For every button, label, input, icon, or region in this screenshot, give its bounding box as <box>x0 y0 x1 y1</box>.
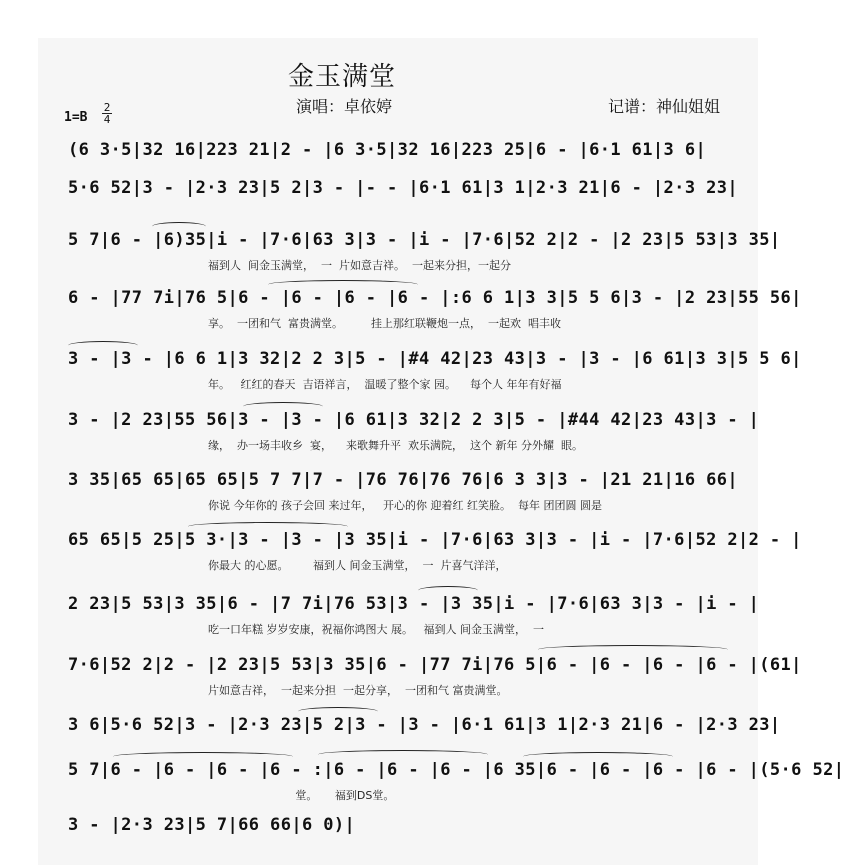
key-signature <box>64 110 87 125</box>
key-label: 1=B <box>64 110 88 125</box>
lyrics-line: 堂。 福到DS堂。 <box>208 789 395 802</box>
lyrics-line: 缘， 办一场丰收乡 宴， 来歌舞升平 欢乐满院， 这个 新年 分外耀 眼。 <box>208 439 583 452</box>
song-title: 金玉满堂 <box>288 62 397 92</box>
notation-line: 3 - |2·3 23|5 7|66 66|6 0)| <box>68 815 356 835</box>
slur-mark <box>538 645 728 654</box>
lyrics-line: 年。 红红的春天 吉语祥言， 温暖了整个家 园。 每个人 年年有好福 <box>208 378 562 391</box>
sheet-page <box>38 38 844 865</box>
lyrics-line: 片如意吉祥， 一起来分担 一起分享， 一团和气 富贵满堂。 <box>208 684 508 697</box>
slur-mark <box>318 750 488 759</box>
lyrics-line: 你最大 的心愿。 福到人 间金玉满堂， 一 片喜气洋洋， <box>208 559 507 572</box>
meter-top: 2 <box>103 101 111 114</box>
notation-line: 5 7|6 - |6)35|i - |7·6|63 3|3 - |i - |7·6|52 2|2 - |2 23|5 53|3 35| <box>68 230 781 250</box>
singer-credit: 演唱：卓依婷 <box>296 97 393 116</box>
notation-line: 6 - |77 7i|76 5|6 - |6 - |6 - |6 - |:6 6 1|3 3|5 5 6|3 - |2 23|55 56| <box>68 288 802 308</box>
notation-line: 3 6|5·6 52|3 - |2·3 23|5 2|3 - |3 - |6·1 61|3 1|2·3 21|6 - |2·3 23| <box>68 715 781 735</box>
time-signature <box>102 102 112 125</box>
notation-line: 5 7|6 - |6 - |6 - |6 - :|6 - |6 - |6 - |6 35|6 - |6 - |6 - |6 - |(5·6 52| <box>68 760 844 780</box>
notation-line: 3 - |2 23|55 56|3 - |3 - |6 61|3 32|2 2 3|5 - |#44 42|23 43|3 - | <box>68 410 760 430</box>
notation-line: 3 - |3 - |6 6 1|3 32|2 2 3|5 - |#4 42|23 43|3 - |3 - |6 61|3 3|5 5 6| <box>68 349 802 369</box>
lyrics-line: 福到人 间金玉满堂， 一 片如意吉祥。 一起来分担，一起分 <box>208 259 511 272</box>
notation-line: 7·6|52 2|2 - |2 23|5 53|3 35|6 - |77 7i|76 5|6 - |6 - |6 - |6 - |(61| <box>68 655 802 675</box>
notation-line: (6 3·5|32 16|223 21|2 - |6 3·5|32 16|223 25|6 - |6·1 61|3 6| <box>68 140 707 160</box>
notation-line: 3 35|65 65|65 65|5 7 7|7 - |76 76|76 76|6 3 3|3 - |21 21|16 66| <box>68 470 738 490</box>
lyrics-line: 吃一口年糕 岁岁安康，祝福你鸿图大 展。 福到人 间金玉满堂， 一 <box>208 623 544 636</box>
notation-line: 5·6 52|3 - |2·3 23|5 2|3 - |- - |6·1 61|3 1|2·3 21|6 - |2·3 23| <box>68 178 738 198</box>
meter-bottom: 4 <box>103 113 111 126</box>
notation-line: 2 23|5 53|3 35|6 - |7 7i|76 53|3 - |3 35|i - |7·6|63 3|3 - |i - | <box>68 594 760 614</box>
transcriber-credit: 记谱：神仙姐姐 <box>608 97 721 116</box>
lyrics-line: 享。 一团和气 富贵满堂。 挂上那红联鞭炮一点， 一起欢 唱丰收 <box>208 317 561 330</box>
lyrics-line: 你说 今年你的 孩子会回 来过年， 开心的你 迎着红 红笑脸。 每年 团团圆 圆是 <box>208 499 602 512</box>
notation-line: 65 65|5 25|5 3·|3 - |3 - |3 35|i - |7·6|63 3|3 - |i - |7·6|52 2|2 - | <box>68 530 802 550</box>
